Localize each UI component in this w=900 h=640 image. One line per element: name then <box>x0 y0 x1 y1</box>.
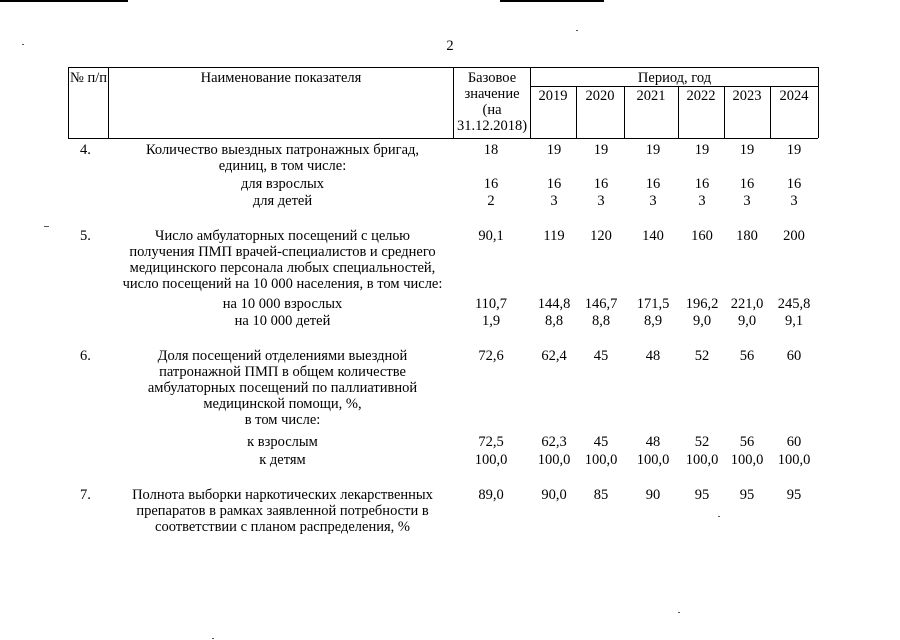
year-value: 100,0 <box>537 452 571 468</box>
year-value: 19 <box>593 142 609 158</box>
page-number: 2 <box>446 38 454 54</box>
header-border-bottom <box>68 138 818 139</box>
year-value: 95 <box>739 487 755 503</box>
year-value: 160 <box>691 228 713 244</box>
row-name-line: медицинского персонала любых специальностей, <box>129 260 436 276</box>
year-value: 171,5 <box>636 296 670 312</box>
year-value: 245,8 <box>777 296 811 312</box>
year-value: 48 <box>645 348 661 364</box>
header-name: Наименование показателя <box>200 70 362 86</box>
base-value: 72,5 <box>478 434 504 450</box>
year-value: 8,8 <box>591 313 611 329</box>
year-value: 19 <box>546 142 562 158</box>
header-period: Период, год <box>637 70 712 86</box>
year-value: 119 <box>543 228 565 244</box>
row-name-line: получения ПМП врачей-специалистов и среднего <box>129 244 436 260</box>
row-name-line: патронажной ПМП в общем количестве <box>159 364 406 380</box>
row-name-line: для взрослых <box>240 176 324 192</box>
header-divider <box>624 86 625 138</box>
year-value: 8,9 <box>643 313 663 329</box>
row-name-line: Доля посещений отделениями выездной <box>157 348 408 364</box>
year-value: 196,2 <box>685 296 719 312</box>
year-value: 60 <box>786 348 802 364</box>
year-value: 95 <box>694 487 710 503</box>
header-year: 2023 <box>732 88 762 104</box>
base-value: 72,6 <box>478 348 504 364</box>
year-value: 45 <box>593 348 609 364</box>
year-value: 180 <box>736 228 758 244</box>
year-value: 19 <box>645 142 661 158</box>
row-number: 4. <box>80 142 91 158</box>
base-value: 100,0 <box>474 452 508 468</box>
year-value: 8,8 <box>544 313 564 329</box>
year-value: 56 <box>739 348 755 364</box>
row-name <box>110 142 455 174</box>
year-value: 95 <box>786 487 802 503</box>
year-value: 52 <box>694 434 710 450</box>
base-value: 2 <box>487 193 495 209</box>
scan-speck <box>718 516 720 517</box>
header-year: 2019 <box>538 88 568 104</box>
scan-speck <box>576 30 578 31</box>
row-name-line: к взрослым <box>247 434 318 450</box>
header-border-top <box>68 67 818 68</box>
year-value: 16 <box>739 176 755 192</box>
year-value: 16 <box>593 176 609 192</box>
row-name-line: единиц, в том числе: <box>218 158 347 174</box>
base-value: 1,9 <box>481 313 501 329</box>
header-border-right <box>818 67 819 138</box>
row-name-line: препаратов в рамках заявленной потребности в <box>136 503 429 519</box>
row-name-line: соответствии с планом распределения, % <box>155 519 410 535</box>
year-value: 146,7 <box>584 296 618 312</box>
header-year: 2022 <box>686 88 716 104</box>
header-border-period <box>530 86 818 87</box>
year-value: 9,1 <box>784 313 804 329</box>
year-value: 9,0 <box>692 313 712 329</box>
row-name-line: на 10 000 взрослых <box>222 296 343 312</box>
row-name-line: амбулаторных посещений по паллиативной <box>147 380 418 396</box>
year-value: 200 <box>783 228 805 244</box>
year-value: 3 <box>550 193 558 209</box>
year-value: 60 <box>786 434 802 450</box>
year-value: 9,0 <box>737 313 757 329</box>
year-value: 52 <box>694 348 710 364</box>
base-value: 110,7 <box>474 296 508 312</box>
year-value: 100,0 <box>584 452 618 468</box>
row-name-line: в том числе: <box>244 412 321 428</box>
row-name <box>110 487 455 535</box>
scan-speck <box>44 226 49 227</box>
year-value: 100,0 <box>636 452 670 468</box>
base-value: 18 <box>483 142 499 158</box>
year-value: 90,0 <box>541 487 567 503</box>
year-value: 19 <box>739 142 755 158</box>
row-name-line: к детям <box>259 452 306 468</box>
year-value: 19 <box>786 142 802 158</box>
year-value: 100,0 <box>777 452 811 468</box>
base-value: 16 <box>483 176 499 192</box>
year-value: 62,3 <box>541 434 567 450</box>
year-value: 85 <box>593 487 609 503</box>
year-value: 3 <box>597 193 605 209</box>
year-value: 45 <box>593 434 609 450</box>
year-value: 100,0 <box>685 452 719 468</box>
year-value: 140 <box>642 228 664 244</box>
row-number: 6. <box>80 348 91 364</box>
row-name-line: Полнота выборки наркотических лекарственных <box>132 487 433 503</box>
row-name-line: число посещений на 10 000 населения, в том числе: <box>122 276 443 292</box>
row-name-line: для детей <box>252 193 313 209</box>
scan-speck <box>212 638 214 639</box>
base-value: 90,1 <box>478 228 504 244</box>
row-number: 5. <box>80 228 91 244</box>
row-name <box>110 434 455 450</box>
year-value: 221,0 <box>730 296 764 312</box>
row-number: 7. <box>80 487 91 503</box>
year-value: 16 <box>694 176 710 192</box>
row-name <box>110 313 455 329</box>
year-value: 3 <box>649 193 657 209</box>
scan-edge-mark <box>500 0 604 2</box>
header-year: 2021 <box>636 88 666 104</box>
year-value: 16 <box>645 176 661 192</box>
row-name <box>110 228 455 292</box>
header-year: 2020 <box>585 88 615 104</box>
header-year: 2024 <box>779 88 809 104</box>
scan-speck <box>678 612 680 613</box>
year-value: 100,0 <box>730 452 764 468</box>
year-value: 3 <box>698 193 706 209</box>
header-base: Базовое значение (на 31.12.2018) <box>456 70 528 134</box>
year-value: 48 <box>645 434 661 450</box>
row-name-line: медицинской помощи, %, <box>203 396 362 412</box>
year-value: 16 <box>546 176 562 192</box>
year-value: 144,8 <box>537 296 571 312</box>
year-value: 120 <box>590 228 612 244</box>
year-value: 19 <box>694 142 710 158</box>
row-name-line: Количество выездных патронажных бригад, <box>145 142 420 158</box>
year-value: 56 <box>739 434 755 450</box>
row-name <box>110 348 455 428</box>
row-name <box>110 296 455 312</box>
row-name-line: на 10 000 детей <box>234 313 331 329</box>
year-value: 3 <box>790 193 798 209</box>
row-name-line: Число амбулаторных посещений с целью <box>155 228 410 244</box>
scan-edge-mark <box>0 0 128 2</box>
row-name <box>110 193 455 209</box>
year-value: 3 <box>743 193 751 209</box>
year-value: 90 <box>645 487 661 503</box>
year-value: 62,4 <box>541 348 567 364</box>
base-value: 89,0 <box>478 487 504 503</box>
header-num: № п/п <box>69 70 107 86</box>
row-name <box>110 452 455 468</box>
row-name <box>110 176 455 192</box>
year-value: 16 <box>786 176 802 192</box>
